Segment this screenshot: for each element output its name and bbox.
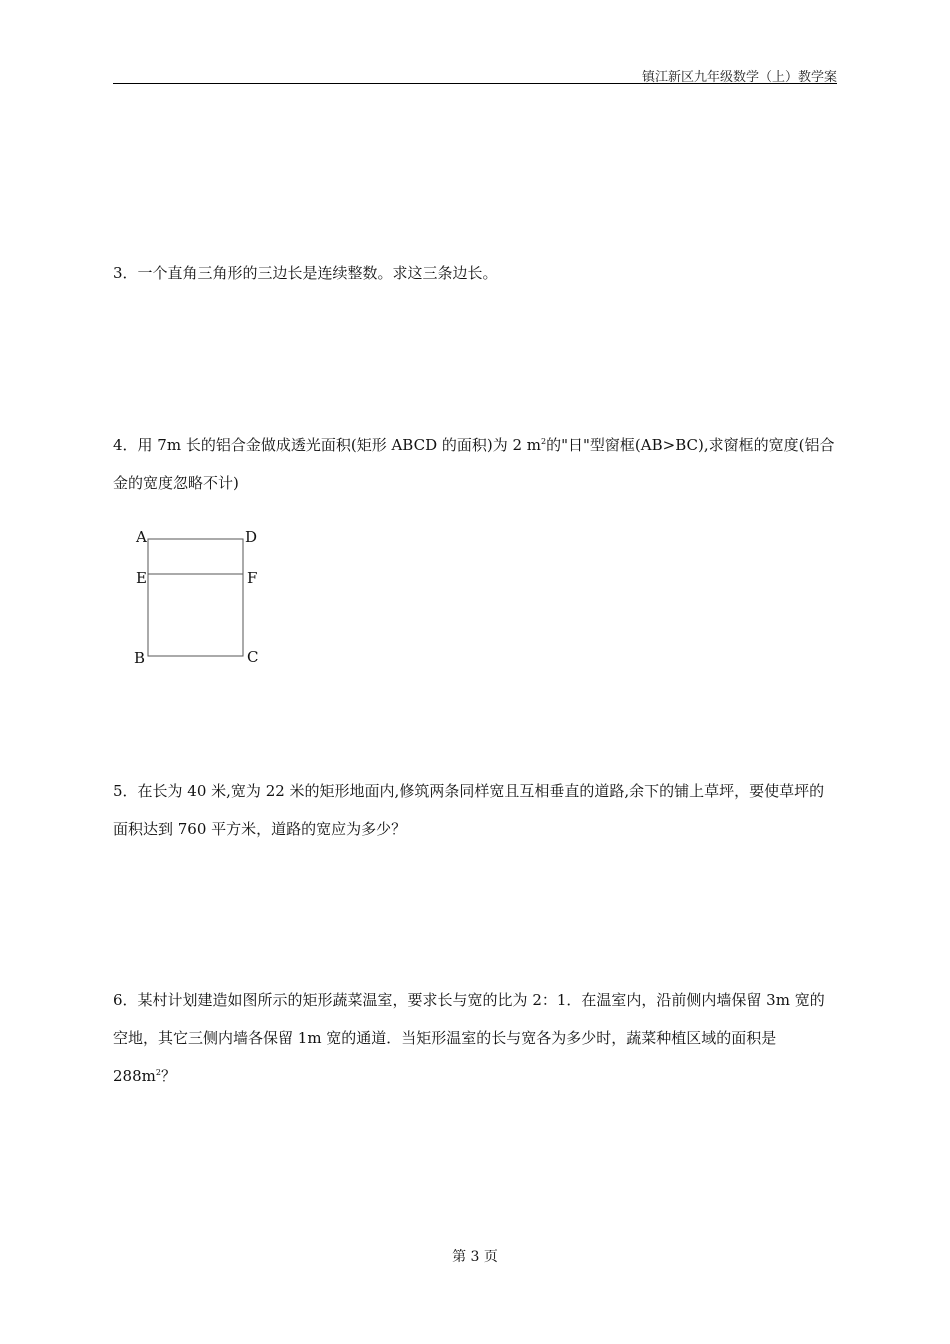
problem-3: 3．一个直角三角形的三边长是连续整数。求这三条边长。 bbox=[113, 264, 498, 282]
label-b: B bbox=[134, 649, 146, 667]
problem-4 bbox=[113, 426, 837, 502]
problem-6-superscript: 2 bbox=[155, 1068, 161, 1077]
label-a: A bbox=[136, 528, 147, 546]
label-c: C bbox=[247, 648, 259, 666]
problem-5: 5．在长为 40 米,宽为 22 米的矩形地面内,修筑两条同样宽且互相垂直的道路,余下的铺上草坪，要使草坪的面积达到 760 平方米，道路的宽应为多少？ bbox=[113, 782, 825, 838]
rect-abcd bbox=[148, 539, 243, 656]
problem-4-text-b: 的"日"型窗框(AB>BC),求窗框的宽度(铝合金的宽度忽略不计) bbox=[113, 436, 835, 492]
problem-6-text-a: 6．某村计划建造如图所示的矩形蔬菜温室，要求长与宽的比为 2：1．在温室内，沿前侧内墙保留 3m 宽的空地，其它三侧内墙各保留 1m 宽的通道．当矩形温室的长与宽各为多少时，蔬菜种植区域的面积是 288m bbox=[113, 991, 825, 1085]
problem-6 bbox=[113, 981, 837, 1095]
page-number: 第 3 页 bbox=[452, 1249, 498, 1265]
window-frame-diagram bbox=[130, 522, 280, 672]
label-f: F bbox=[247, 569, 258, 587]
label-e: E bbox=[136, 569, 147, 587]
header-rule bbox=[113, 83, 837, 84]
problem-4-superscript: 2 bbox=[541, 437, 547, 446]
label-d: D bbox=[245, 528, 258, 546]
problem-4-text-a: 4．用 7m 长的铝合金做成透光面积(矩形 ABCD 的面积)为 2 m bbox=[113, 436, 542, 454]
problem-6-text-b: ？ bbox=[160, 1067, 176, 1085]
header-title: 镇江新区九年级数学（上）教学案 bbox=[641, 70, 837, 85]
